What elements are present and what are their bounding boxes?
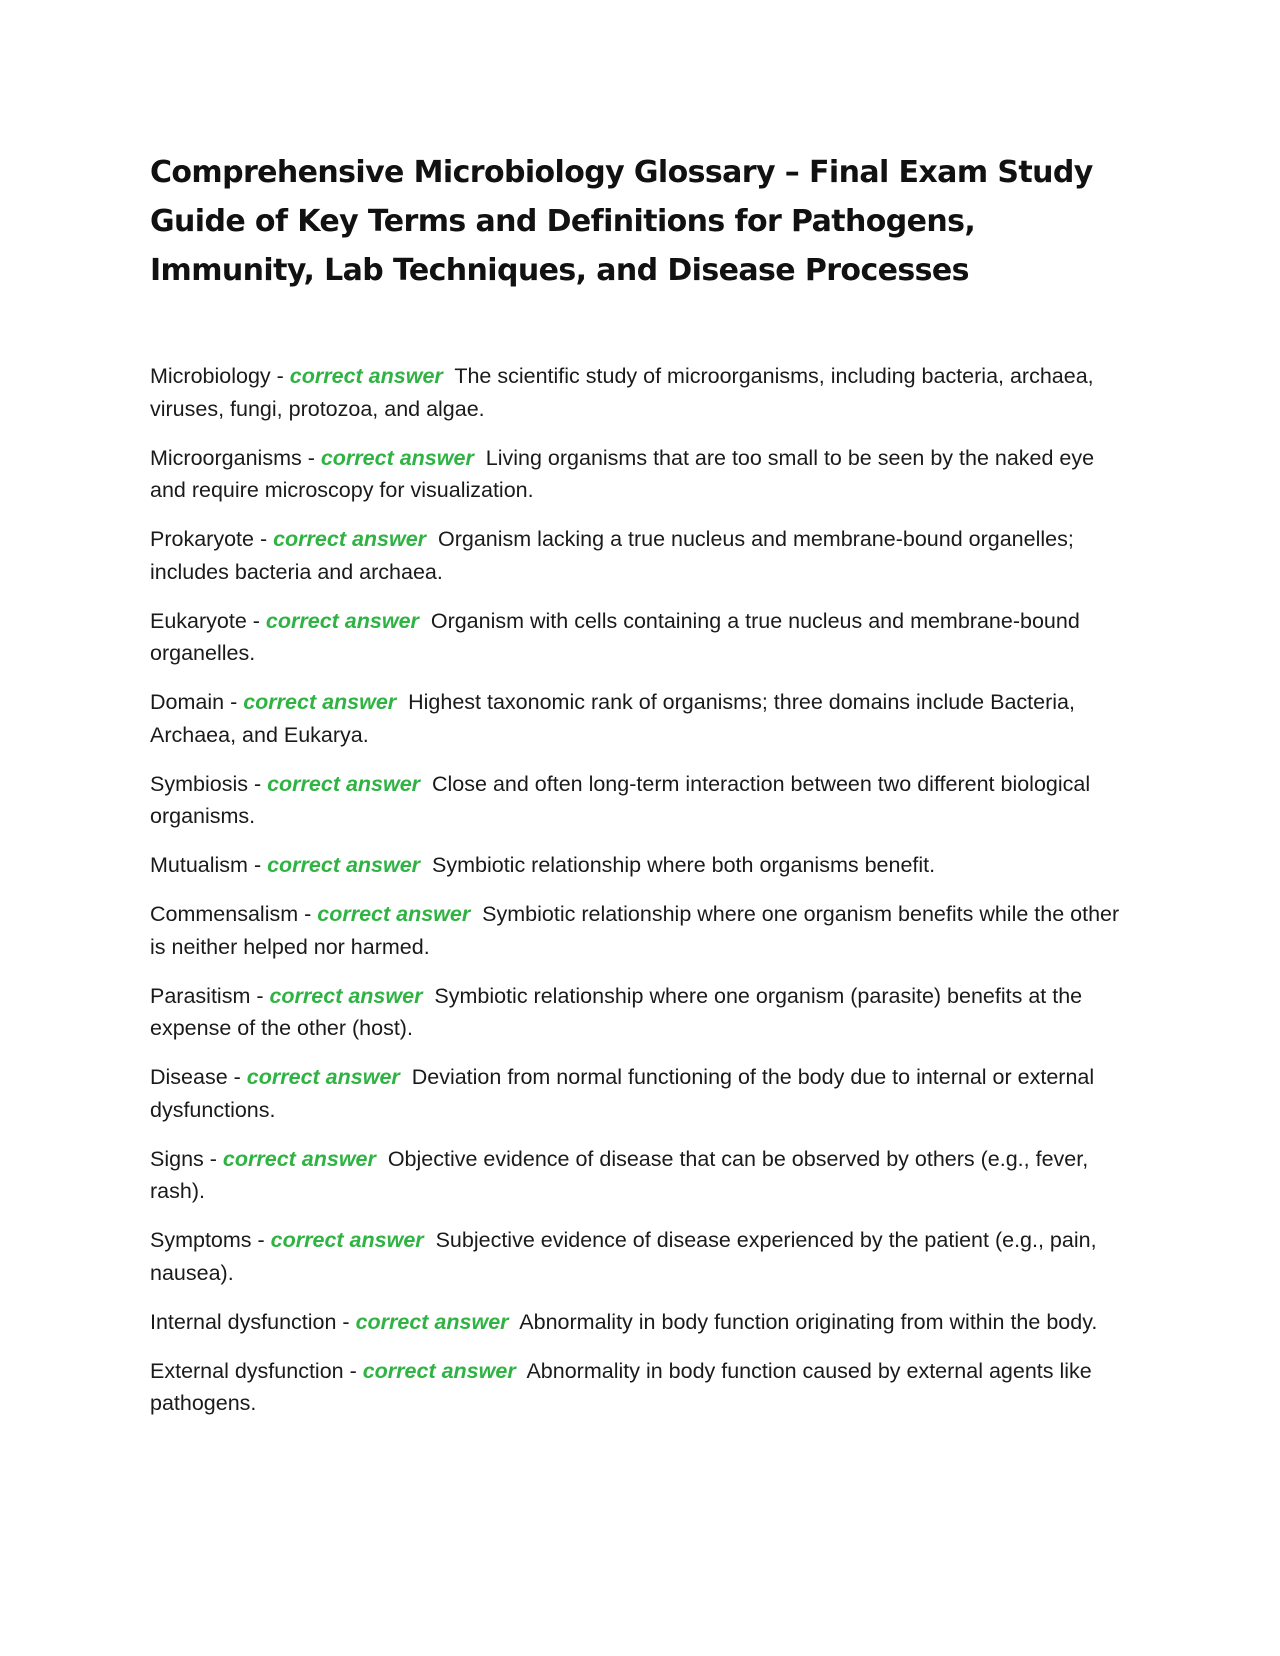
correct-answer-label: correct answer	[289, 364, 443, 388]
correct-answer-label: correct answer	[362, 1358, 516, 1383]
glossary-entry: Microorganisms - correct answer Living organisms that are too small to be seen by the naked eye and require microscopy for visualization.	[150, 445, 1095, 502]
entry-definition: Abnormality in body function caused by external agents like pathogens.	[150, 1358, 1092, 1415]
glossary-entry: Mutualism - correct answer Symbiotic relationship where both organisms benefit.	[150, 853, 936, 877]
glossary-entry: External dysfunction - correct answer Abnormality in body function caused by external agents like pathogens.	[150, 1358, 1092, 1415]
entry-term: Eukaryote	[150, 608, 247, 633]
entry-definition: Deviation from normal functioning of the body due to internal or external dysfunctions.	[150, 1065, 1095, 1122]
entry-term: Domain	[150, 690, 225, 714]
entry-definition: The scientific study of microorganisms, including bacteria, archaea, viruses, fungi, protozoa, and algae.	[150, 364, 1094, 421]
glossary-entry: Eukaryote - correct answer Organism with cells containing a true nucleus and membrane-bound organelles.	[150, 608, 1080, 665]
entry-term: Signs	[150, 1146, 204, 1171]
correct-answer-label: correct answer	[246, 1065, 400, 1089]
glossary-entry: Domain - correct answer Highest taxonomic rank of organisms; three domains include Bacteria, Archaea, and Eukarya.	[150, 690, 1075, 747]
glossary-entry: Parasitism - correct answer Symbiotic relationship where one organism (parasite) benefits at the expense of the other (host).	[150, 983, 1083, 1040]
correct-answer-label: correct answer	[355, 1309, 509, 1334]
document-page	[150, 148, 1130, 1436]
entry-definition: Organism lacking a true nucleus and membrane-bound organelles; includes bacteria and archaea.	[150, 527, 1074, 584]
entry-definition: Organism with cells containing a true nucleus and membrane-bound organelles.	[150, 608, 1080, 665]
correct-answer-label: correct answer	[267, 853, 421, 877]
correct-answer-label: correct answer	[320, 445, 474, 470]
entry-term: Internal dysfunction	[150, 1309, 337, 1334]
glossary-entry: Microbiology - correct answer The scientific study of microorganisms, including bacteria, archaea, viruses, fungi, protozoa, and algae.	[150, 364, 1094, 421]
entry-definition: Symbiotic relationship where one organism (parasite) benefits at the expense of the other (host).	[150, 983, 1083, 1040]
entry-term: Prokaryote	[150, 527, 254, 551]
entry-definition: Symbiotic relationship where both organisms benefit.	[432, 853, 936, 877]
entry-term: Mutualism	[150, 853, 248, 877]
entry-definition: Highest taxonomic rank of organisms; three domains include Bacteria, Archaea, and Eukarya.	[150, 690, 1075, 747]
entry-term: External dysfunction	[150, 1358, 344, 1383]
correct-answer-label: correct answer	[222, 1146, 376, 1171]
correct-answer-label: correct answer	[317, 902, 471, 926]
entry-definition: Close and often long-term interaction between two different biological organisms.	[150, 771, 1091, 828]
correct-answer-label: correct answer	[270, 1228, 424, 1252]
entry-term: Parasitism	[150, 983, 251, 1008]
glossary-entry: Commensalism - correct answer Symbiotic relationship where one organism benefits while the other is neither helped nor harmed.	[150, 902, 1120, 959]
entry-definition: Abnormality in body function originating from within the body.	[519, 1309, 1098, 1334]
document-title: Comprehensive Microbiology Glossary – Final Exam Study Guide of Key Terms and Definitions for Pathogens, Immunity, Lab Techniques, and Disease Processes	[150, 155, 1093, 288]
glossary-entry: Symptoms - correct answer Subjective evidence of disease experienced by the patient (e.g., pain, nausea).	[150, 1228, 1097, 1285]
glossary-entry: Prokaryote - correct answer Organism lacking a true nucleus and membrane-bound organelles; includes bacteria and archaea.	[150, 527, 1074, 584]
entry-definition: Symbiotic relationship where one organism benefits while the other is neither helped nor harmed.	[150, 902, 1120, 959]
correct-answer-label: correct answer	[243, 690, 397, 714]
entry-term: Symbiosis	[150, 771, 248, 796]
glossary-entry: Signs - correct answer Objective evidence of disease that can be observed by others (e.g., fever, rash).	[150, 1146, 1089, 1203]
correct-answer-label: correct answer	[267, 771, 421, 796]
entry-term: Microorganisms	[150, 445, 302, 470]
entry-definition: Living organisms that are too small to be seen by the naked eye and require microscopy for visualization.	[150, 445, 1095, 502]
correct-answer-label: correct answer	[269, 983, 423, 1008]
glossary-entry: Disease - correct answer Deviation from normal functioning of the body due to internal or external dysfunctions.	[150, 1065, 1095, 1122]
entry-term: Microbiology	[150, 364, 271, 388]
glossary-list	[150, 360, 1130, 1420]
entry-definition: Objective evidence of disease that can be observed by others (e.g., fever, rash).	[150, 1146, 1089, 1203]
entry-definition: Subjective evidence of disease experienced by the patient (e.g., pain, nausea).	[150, 1228, 1097, 1285]
glossary-entry: Symbiosis - correct answer Close and often long-term interaction between two different biological organisms.	[150, 771, 1091, 828]
entry-term: Symptoms	[150, 1228, 252, 1252]
correct-answer-label: correct answer	[273, 527, 427, 551]
entry-term: Commensalism	[150, 902, 299, 926]
correct-answer-label: correct answer	[265, 608, 419, 633]
glossary-entry: Internal dysfunction - correct answer Abnormality in body function originating from within the body.	[150, 1309, 1098, 1334]
entry-term: Disease	[150, 1065, 228, 1089]
